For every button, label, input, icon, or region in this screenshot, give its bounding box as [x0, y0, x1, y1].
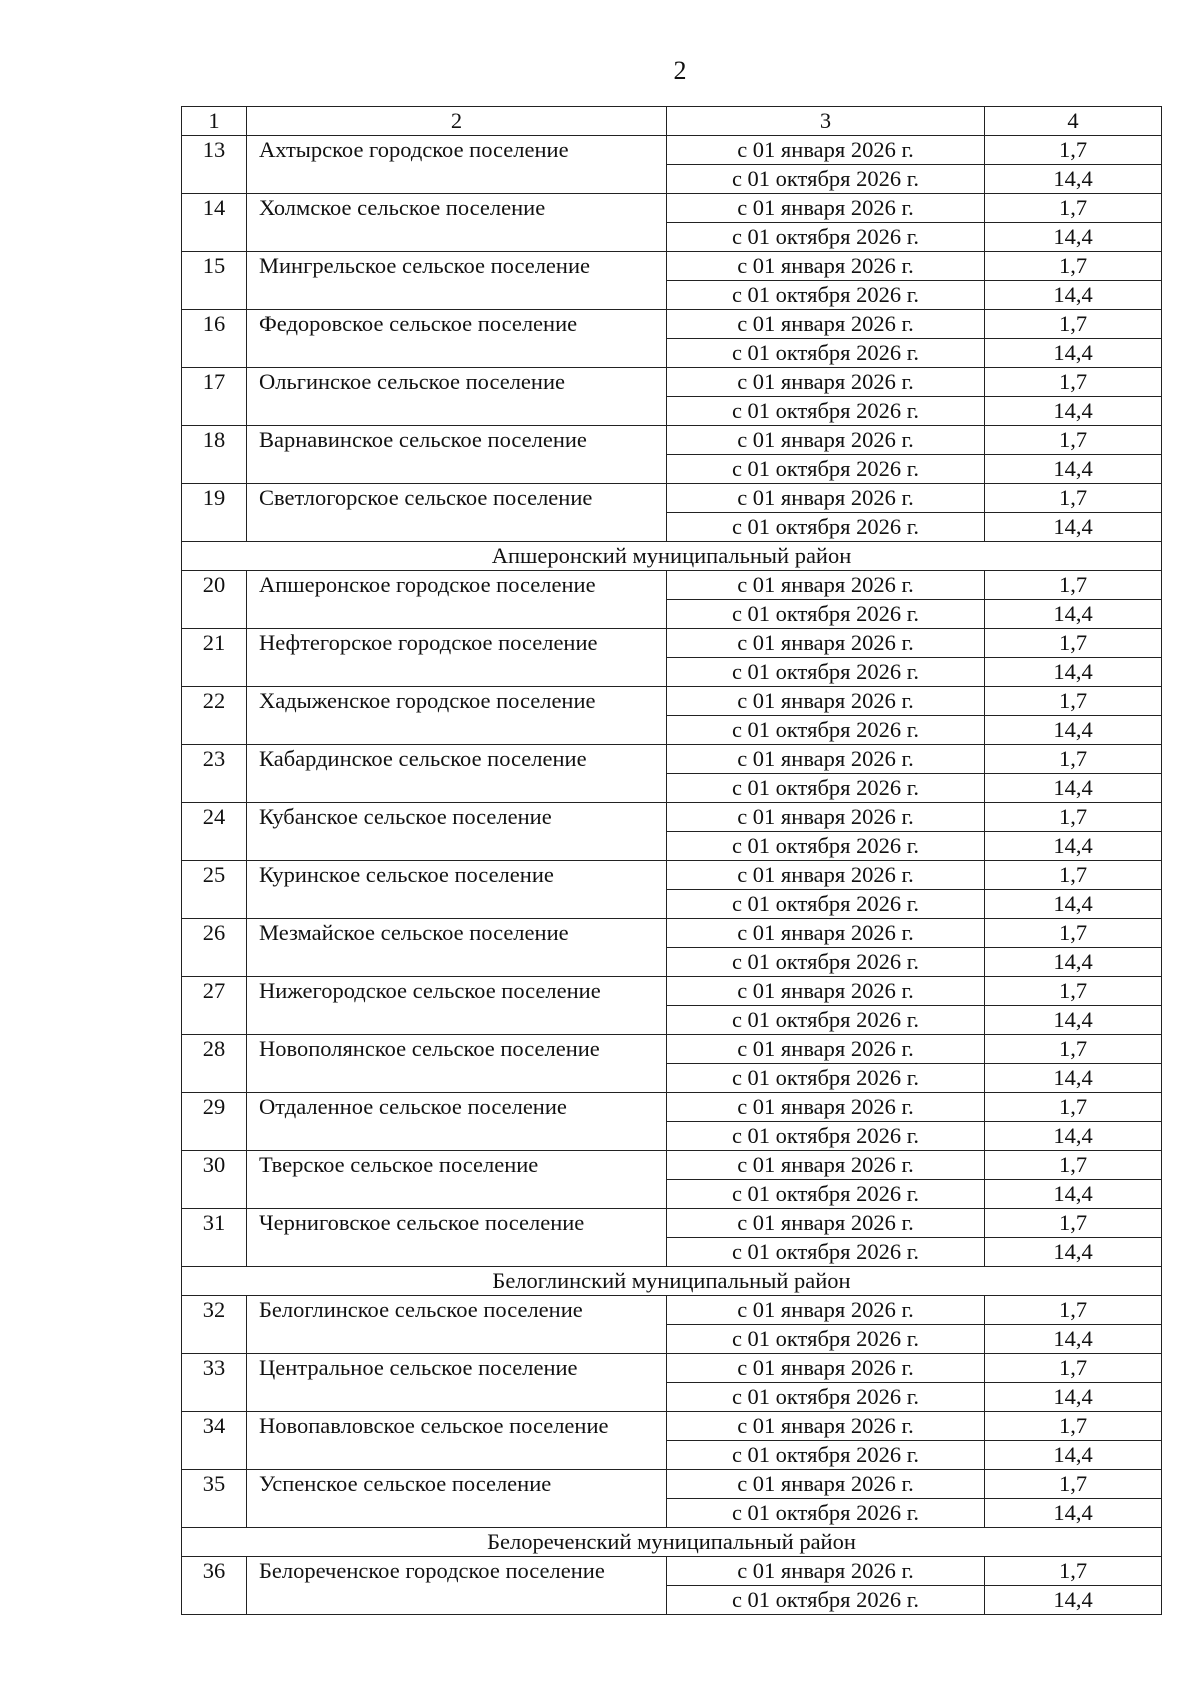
rate-value: 14,4 [985, 1238, 1162, 1267]
rate-value: 14,4 [985, 1064, 1162, 1093]
row-number: 29 [182, 1093, 247, 1151]
row-number: 14 [182, 194, 247, 252]
rate-value: 1,7 [985, 861, 1162, 890]
tariff-table [181, 106, 1162, 1615]
table-row [182, 484, 1162, 513]
rate-value: 14,4 [985, 774, 1162, 803]
settlement-name: Варнавинское сельское поселение [247, 426, 667, 484]
district-heading: Апшеронский муниципальный район [182, 542, 1162, 571]
row-number: 21 [182, 629, 247, 687]
column-header: 1 [182, 107, 247, 136]
period-start-date: с 01 октября 2026 г. [667, 1325, 985, 1354]
period-start-date: с 01 октября 2026 г. [667, 1441, 985, 1470]
settlement-name: Отдаленное сельское поселение [247, 1093, 667, 1151]
district-row [182, 1267, 1162, 1296]
rate-value: 14,4 [985, 1499, 1162, 1528]
period-start-date: с 01 октября 2026 г. [667, 1238, 985, 1267]
row-number: 13 [182, 136, 247, 194]
row-number: 17 [182, 368, 247, 426]
rate-value: 1,7 [985, 484, 1162, 513]
rate-value: 1,7 [985, 571, 1162, 600]
period-start-date: с 01 октября 2026 г. [667, 1064, 985, 1093]
period-start-date: с 01 января 2026 г. [667, 687, 985, 716]
settlement-name: Куринское сельское поселение [247, 861, 667, 919]
settlement-name: Тверское сельское поселение [247, 1151, 667, 1209]
period-start-date: с 01 октября 2026 г. [667, 397, 985, 426]
period-start-date: с 01 октября 2026 г. [667, 600, 985, 629]
period-start-date: с 01 октября 2026 г. [667, 513, 985, 542]
table-body [182, 107, 1162, 1615]
period-start-date: с 01 января 2026 г. [667, 310, 985, 339]
row-number: 32 [182, 1296, 247, 1354]
settlement-name: Мезмайское сельское поселение [247, 919, 667, 977]
column-header: 4 [985, 107, 1162, 136]
row-number: 30 [182, 1151, 247, 1209]
table-row [182, 136, 1162, 165]
rate-value: 1,7 [985, 1035, 1162, 1064]
period-start-date: с 01 января 2026 г. [667, 919, 985, 948]
table-row [182, 1354, 1162, 1383]
district-row [182, 1528, 1162, 1557]
rate-value: 14,4 [985, 1441, 1162, 1470]
table-row [182, 1412, 1162, 1441]
settlement-name: Нижегородское сельское поселение [247, 977, 667, 1035]
row-number: 18 [182, 426, 247, 484]
period-start-date: с 01 октября 2026 г. [667, 1122, 985, 1151]
table-row [182, 1151, 1162, 1180]
rate-value: 14,4 [985, 890, 1162, 919]
row-number: 24 [182, 803, 247, 861]
rate-value: 1,7 [985, 745, 1162, 774]
row-number: 28 [182, 1035, 247, 1093]
period-start-date: с 01 октября 2026 г. [667, 832, 985, 861]
settlement-name: Ольгинское сельское поселение [247, 368, 667, 426]
period-start-date: с 01 января 2026 г. [667, 1557, 985, 1586]
rate-value: 14,4 [985, 600, 1162, 629]
row-number: 26 [182, 919, 247, 977]
period-start-date: с 01 октября 2026 г. [667, 774, 985, 803]
period-start-date: с 01 января 2026 г. [667, 745, 985, 774]
settlement-name: Белореченское городское поселение [247, 1557, 667, 1615]
rate-value: 1,7 [985, 310, 1162, 339]
table-header-row [182, 107, 1162, 136]
table-row [182, 1557, 1162, 1586]
table-row [182, 1209, 1162, 1238]
rate-value: 1,7 [985, 629, 1162, 658]
settlement-name: Светлогорское сельское поселение [247, 484, 667, 542]
table-row [182, 310, 1162, 339]
period-start-date: с 01 октября 2026 г. [667, 1180, 985, 1209]
period-start-date: с 01 января 2026 г. [667, 136, 985, 165]
table-row [182, 426, 1162, 455]
rate-value: 14,4 [985, 339, 1162, 368]
row-number: 23 [182, 745, 247, 803]
period-start-date: с 01 октября 2026 г. [667, 455, 985, 484]
period-start-date: с 01 января 2026 г. [667, 1151, 985, 1180]
period-start-date: с 01 января 2026 г. [667, 368, 985, 397]
settlement-name: Кабардинское сельское поселение [247, 745, 667, 803]
period-start-date: с 01 октября 2026 г. [667, 948, 985, 977]
table-row [182, 629, 1162, 658]
settlement-name: Хадыженское городское поселение [247, 687, 667, 745]
settlement-name: Федоровское сельское поселение [247, 310, 667, 368]
period-start-date: с 01 января 2026 г. [667, 1296, 985, 1325]
rate-value: 1,7 [985, 252, 1162, 281]
period-start-date: с 01 января 2026 г. [667, 861, 985, 890]
period-start-date: с 01 января 2026 г. [667, 1209, 985, 1238]
table-row [182, 368, 1162, 397]
settlement-name: Апшеронское городское поселение [247, 571, 667, 629]
settlement-name: Нефтегорское городское поселение [247, 629, 667, 687]
rate-value: 14,4 [985, 165, 1162, 194]
row-number: 16 [182, 310, 247, 368]
rate-value: 1,7 [985, 1470, 1162, 1499]
rate-value: 14,4 [985, 281, 1162, 310]
period-start-date: с 01 октября 2026 г. [667, 716, 985, 745]
settlement-name: Холмское сельское поселение [247, 194, 667, 252]
period-start-date: с 01 октября 2026 г. [667, 339, 985, 368]
period-start-date: с 01 октября 2026 г. [667, 281, 985, 310]
period-start-date: с 01 января 2026 г. [667, 1093, 985, 1122]
table-row [182, 1035, 1162, 1064]
period-start-date: с 01 января 2026 г. [667, 1354, 985, 1383]
settlement-name: Черниговское сельское поселение [247, 1209, 667, 1267]
period-start-date: с 01 октября 2026 г. [667, 890, 985, 919]
page-number: 2 [673, 56, 687, 85]
row-number: 34 [182, 1412, 247, 1470]
rate-value: 1,7 [985, 368, 1162, 397]
rate-value: 1,7 [985, 803, 1162, 832]
period-start-date: с 01 октября 2026 г. [667, 1586, 985, 1615]
period-start-date: с 01 января 2026 г. [667, 977, 985, 1006]
period-start-date: с 01 января 2026 г. [667, 194, 985, 223]
rate-value: 14,4 [985, 1383, 1162, 1412]
table-row [182, 687, 1162, 716]
district-heading: Белореченский муниципальный район [182, 1528, 1162, 1557]
settlement-name: Белоглинское сельское поселение [247, 1296, 667, 1354]
rate-value: 14,4 [985, 658, 1162, 687]
settlement-name: Новопавловское сельское поселение [247, 1412, 667, 1470]
rate-value: 14,4 [985, 832, 1162, 861]
row-number: 20 [182, 571, 247, 629]
district-heading: Белоглинский муниципальный район [182, 1267, 1162, 1296]
period-start-date: с 01 января 2026 г. [667, 571, 985, 600]
period-start-date: с 01 января 2026 г. [667, 1035, 985, 1064]
rate-value: 1,7 [985, 426, 1162, 455]
row-number: 25 [182, 861, 247, 919]
settlement-name: Кубанское сельское поселение [247, 803, 667, 861]
settlement-name: Новополянское сельское поселение [247, 1035, 667, 1093]
column-header: 2 [247, 107, 667, 136]
table-row [182, 571, 1162, 600]
rate-value: 1,7 [985, 687, 1162, 716]
row-number: 22 [182, 687, 247, 745]
rate-value: 1,7 [985, 1151, 1162, 1180]
row-number: 33 [182, 1354, 247, 1412]
rate-value: 1,7 [985, 1354, 1162, 1383]
rate-value: 14,4 [985, 1325, 1162, 1354]
rate-value: 14,4 [985, 1586, 1162, 1615]
rate-value: 14,4 [985, 1122, 1162, 1151]
settlement-name: Ахтырское городское поселение [247, 136, 667, 194]
rate-value: 1,7 [985, 194, 1162, 223]
period-start-date: с 01 января 2026 г. [667, 629, 985, 658]
rate-value: 1,7 [985, 1557, 1162, 1586]
row-number: 35 [182, 1470, 247, 1528]
table-row [182, 861, 1162, 890]
rate-value: 14,4 [985, 716, 1162, 745]
rate-value: 14,4 [985, 1180, 1162, 1209]
period-start-date: с 01 октября 2026 г. [667, 658, 985, 687]
table-row [182, 977, 1162, 1006]
rate-value: 1,7 [985, 136, 1162, 165]
row-number: 15 [182, 252, 247, 310]
rate-value: 14,4 [985, 513, 1162, 542]
rate-value: 1,7 [985, 977, 1162, 1006]
table-row [182, 1296, 1162, 1325]
period-start-date: с 01 октября 2026 г. [667, 165, 985, 194]
period-start-date: с 01 октября 2026 г. [667, 1383, 985, 1412]
period-start-date: с 01 января 2026 г. [667, 1412, 985, 1441]
rate-value: 1,7 [985, 919, 1162, 948]
row-number: 19 [182, 484, 247, 542]
period-start-date: с 01 января 2026 г. [667, 1470, 985, 1499]
table-row [182, 803, 1162, 832]
rate-value: 14,4 [985, 1006, 1162, 1035]
period-start-date: с 01 января 2026 г. [667, 426, 985, 455]
settlement-name: Центральное сельское поселение [247, 1354, 667, 1412]
table-row [182, 1093, 1162, 1122]
district-row [182, 542, 1162, 571]
rate-value: 1,7 [985, 1209, 1162, 1238]
rate-value: 1,7 [985, 1296, 1162, 1325]
column-header: 3 [667, 107, 985, 136]
table-row [182, 745, 1162, 774]
rate-value: 14,4 [985, 455, 1162, 484]
rate-value: 1,7 [985, 1412, 1162, 1441]
period-start-date: с 01 октября 2026 г. [667, 223, 985, 252]
table-row [182, 252, 1162, 281]
row-number: 36 [182, 1557, 247, 1615]
period-start-date: с 01 октября 2026 г. [667, 1006, 985, 1035]
table-row [182, 1470, 1162, 1499]
settlement-name: Мингрельское сельское поселение [247, 252, 667, 310]
rate-value: 14,4 [985, 223, 1162, 252]
row-number: 27 [182, 977, 247, 1035]
table-row [182, 919, 1162, 948]
period-start-date: с 01 января 2026 г. [667, 484, 985, 513]
rate-value: 1,7 [985, 1093, 1162, 1122]
period-start-date: с 01 января 2026 г. [667, 803, 985, 832]
rate-value: 14,4 [985, 948, 1162, 977]
period-start-date: с 01 января 2026 г. [667, 252, 985, 281]
period-start-date: с 01 октября 2026 г. [667, 1499, 985, 1528]
settlement-name: Успенское сельское поселение [247, 1470, 667, 1528]
rate-value: 14,4 [985, 397, 1162, 426]
table-row [182, 194, 1162, 223]
row-number: 31 [182, 1209, 247, 1267]
